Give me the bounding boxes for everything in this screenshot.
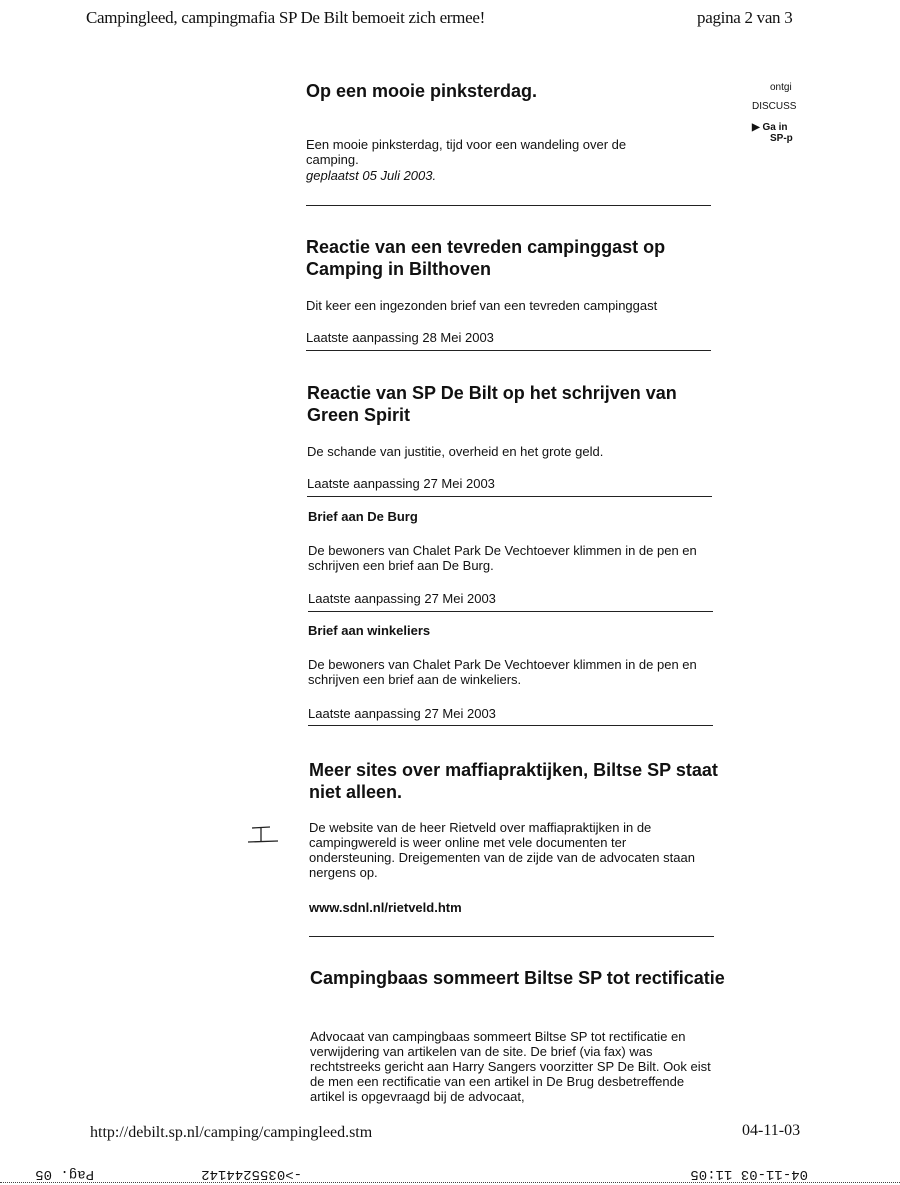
divider — [308, 725, 713, 726]
article-body: Dit keer een ingezonden brief van een tevreden campinggast — [306, 298, 658, 313]
divider — [309, 936, 714, 937]
divider — [306, 350, 711, 351]
article-body: Advocaat van campingbaas sommeert Biltse SP tot rectificatie en verwijdering van artikelen van de site. De brief (via fax) was rechtstreeks gericht aan Harry Sangers voorzitter SP De Bilt. Ook eist de men een rectificatie van een artikel in De Brug desbetreffende artikel is opgevraagd bij de advocaat, — [310, 1029, 711, 1104]
divider — [307, 496, 712, 497]
page-number: pagina 2 van 3 — [697, 8, 793, 27]
divider — [306, 205, 711, 206]
article-title[interactable]: Reactie van SP De Bilt op het schrijven van Green Spirit — [307, 383, 677, 425]
article-date: geplaatst 05 Juli 2003. — [306, 168, 437, 183]
article-title[interactable]: Op een mooie pinksterdag. — [306, 81, 538, 101]
divider — [308, 611, 713, 612]
article-body: De bewoners van Chalet Park De Vechtoever klimmen in de pen en schrijven een brief aan de winkeliers. — [308, 657, 697, 687]
divider — [0, 1182, 900, 1183]
article-title[interactable]: Brief aan winkeliers — [308, 623, 431, 638]
article-date: Laatste aanpassing 28 Mei 2003 — [306, 330, 494, 345]
article-title[interactable]: Meer sites over maffiapraktijken, Biltse SP staat niet alleen. — [309, 760, 718, 802]
sidebar-heading: DISCUSS — [752, 101, 797, 112]
article-date: Laatste aanpassing 27 Mei 2003 — [308, 591, 496, 606]
link-text: SP-p — [770, 133, 793, 144]
link-text: Ga in — [762, 122, 788, 133]
fax-datetime: 04-11-03 11:05 — [690, 1166, 808, 1182]
sidebar-text: ontgi — [770, 82, 792, 93]
footer-date: 04-11-03 — [742, 1122, 801, 1139]
fax-page: Pag. 05 — [35, 1166, 94, 1182]
footer-url: http://debilt.sp.nl/camping/campingleed.stm — [90, 1124, 373, 1141]
article-date: Laatste aanpassing 27 Mei 2003 — [308, 706, 496, 721]
article-title[interactable]: Reactie van een tevreden campinggast op Camping in Bilthoven — [306, 237, 666, 279]
article-date: Laatste aanpassing 27 Mei 2003 — [307, 476, 495, 491]
fax-header — [0, 1162, 900, 1182]
article-link[interactable]: www.sdnl.nl/rietveld.htm — [309, 900, 462, 915]
article-title[interactable]: Brief aan De Burg — [308, 509, 418, 524]
article-body: De website van de heer Rietveld over maffiapraktijken in de campingwereld is weer online met vele documenten ter ondersteuning. Dreigementen van de zijde van de advocaten staan nergens op. — [309, 820, 695, 880]
arrow-icon: ▶ — [752, 122, 760, 133]
handwritten-mark-icon — [246, 824, 280, 846]
article-body: Een mooie pinksterdag, tijd voor een wandeling over de camping. — [306, 137, 627, 167]
article-body: De bewoners van Chalet Park De Vechtoever klimmen in de pen en schrijven een brief aan De Burg. — [308, 543, 697, 573]
page-header-title: Campingleed, campingmafia SP De Bilt bemoeit zich ermee! — [86, 8, 485, 27]
article-title[interactable]: Campingbaas sommeert Biltse SP tot rectificatie — [310, 968, 725, 988]
article-body: De schande van justitie, overheid en het grote geld. — [307, 444, 604, 459]
fax-number: ->0355244142 — [201, 1166, 302, 1182]
sidebar-link[interactable] — [752, 122, 793, 144]
